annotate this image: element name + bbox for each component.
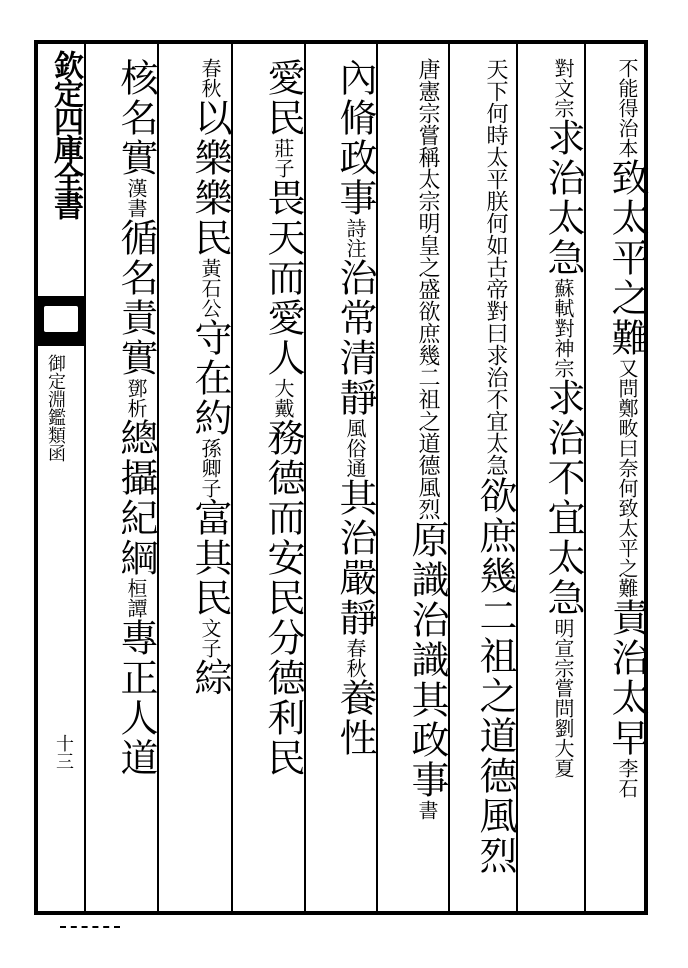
annotation-text: 何致太平之難 (615, 478, 639, 598)
annotation-text: 不能得 (615, 58, 639, 118)
annotation-text: 莊子 (271, 138, 295, 178)
spine-subtitle: 御定淵鑑類函 (45, 354, 66, 462)
annotation-text: 桓譚 (124, 578, 148, 618)
text-column (520, 58, 585, 901)
annotation-text: 治本 (615, 118, 639, 158)
annotation-text: 孫卿子 (198, 438, 222, 498)
annotation-text: 鄧析 (124, 378, 148, 418)
main-text: 內脩政事 (333, 58, 377, 218)
main-text: 治常清靜 (333, 258, 377, 418)
annotation-text: 風俗通 (343, 418, 367, 478)
main-text: 求治不宜太急 (541, 378, 585, 618)
main-text: 總攝紀綱 (114, 418, 158, 578)
text-column (452, 58, 517, 901)
annotation-text: 唐憲宗嘗稱太宗明皇之盛 (415, 58, 440, 300)
main-text: 以樂樂民 (188, 98, 232, 258)
annotation-text: 蘇軾對神宗 (551, 278, 575, 378)
main-text: 求治太急 (541, 118, 585, 278)
text-column (588, 58, 649, 901)
annotation-text: 天下何時太平朕何如古 (483, 58, 508, 278)
text-column (161, 58, 232, 901)
text-column (88, 58, 158, 901)
annotation-text: 書 (415, 800, 439, 820)
main-text: 其治嚴靜 (333, 478, 377, 638)
text-column (380, 58, 449, 901)
main-text: 原識治識其政事 (405, 520, 449, 800)
annotation-text: 明宣宗嘗問劉大夏 (551, 618, 575, 778)
main-text: 愛民 (261, 58, 305, 138)
main-text: 循名責實 (114, 218, 158, 378)
annotation-text: 春秋 (343, 638, 367, 678)
main-text: 分德利民 (261, 618, 305, 778)
annotation-text: 大戴 (271, 378, 295, 418)
fishtail-mark (38, 296, 84, 346)
annotation-text: 宗 (551, 98, 575, 118)
main-text: 責治太早 (605, 598, 649, 758)
main-text: 致太平之難 (605, 158, 649, 358)
annotation-text: 對文 (551, 58, 575, 98)
spine-title: 欽定四庫全書 (48, 50, 83, 218)
margin-spine (38, 44, 86, 911)
document-page (34, 40, 648, 915)
main-text: 富其民 (188, 498, 232, 618)
annotation-text: 黃石公 (198, 258, 222, 318)
text-column (235, 58, 305, 901)
annotation-text: 又問鄭畋曰奈 (615, 358, 639, 478)
main-text: 守在約 (188, 318, 232, 438)
text-column (308, 58, 377, 901)
annotation-text: 文子 (198, 618, 222, 658)
annotation-text: 漢書 (124, 178, 148, 218)
annotation-text: 春秋 (198, 58, 222, 98)
annotation-text: 李石 (615, 758, 639, 798)
main-text: 核名實 (114, 58, 158, 178)
bottom-mark (60, 926, 120, 934)
page-number: 十三 (53, 734, 74, 770)
main-text: 養性 (333, 678, 377, 758)
annotation-text: 詩注 (343, 218, 367, 258)
annotation-text: 帝對曰求治不宜太急 (483, 278, 508, 476)
annotation-text: 欲庶幾二祖之道德風烈 (415, 300, 440, 520)
main-text: 綜 (188, 658, 232, 698)
main-text: 專正人道 (114, 618, 158, 778)
main-text: 務德而安民 (261, 418, 305, 618)
main-text: 欲庶幾二祖之道德風烈 (473, 476, 517, 876)
main-text: 畏天而愛人 (261, 178, 305, 378)
